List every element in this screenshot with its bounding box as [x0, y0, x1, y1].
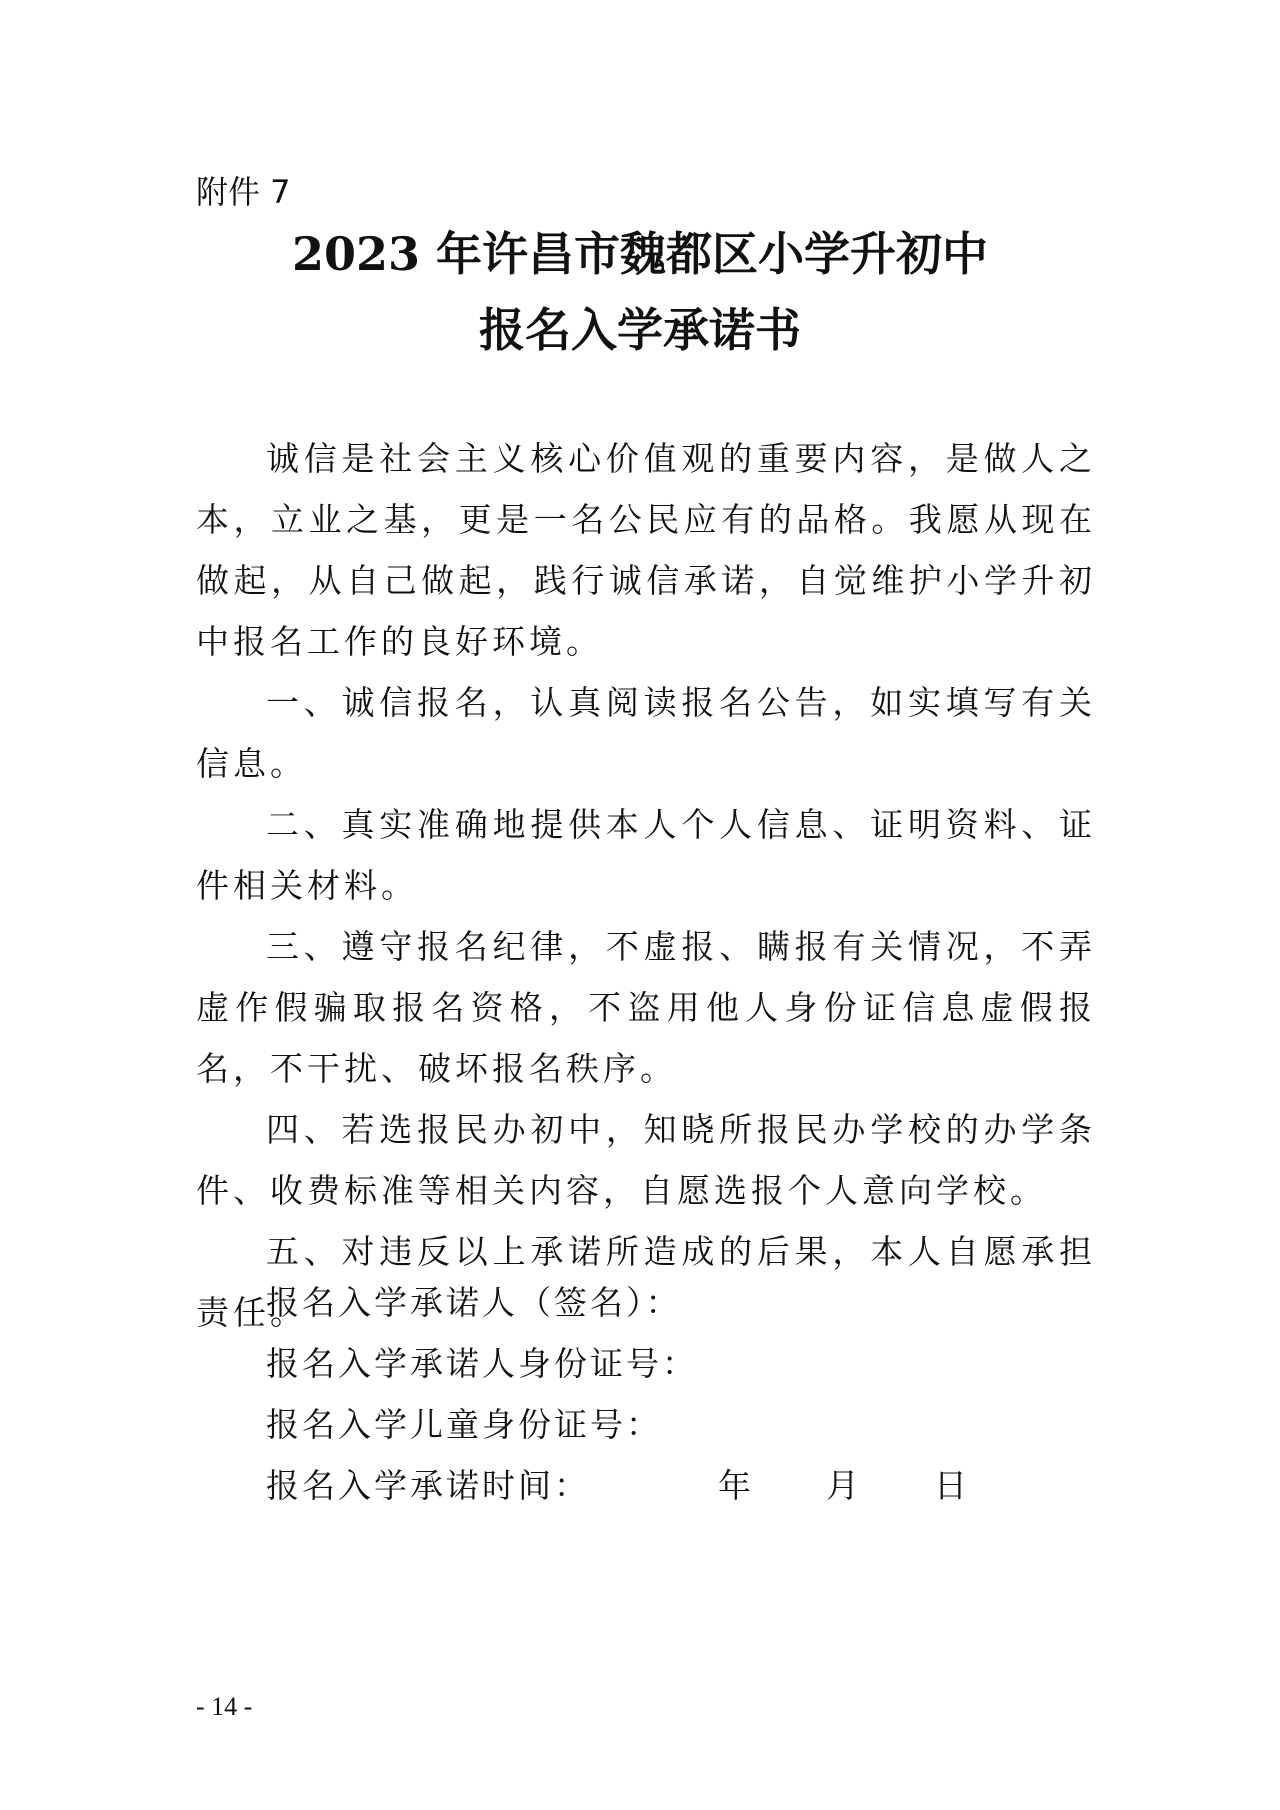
date-year-label: 年 — [718, 1466, 754, 1505]
pledge-item-5: 五、对违反以上承诺所造成的后果，本人自愿承担责任。 — [196, 1232, 1096, 1332]
pledge-body — [196, 428, 1096, 1343]
document-title-line1: 2023 年许昌市魏都区小学升初中 — [291, 227, 989, 281]
pledge-item-2: 二、真实准确地提供本人个人信息、证明资料、证件相关材料。 — [196, 805, 1096, 905]
page-number: - 14 - — [196, 1692, 253, 1721]
date-day-label: 日 — [934, 1466, 970, 1505]
pledge-item-1: 一、诚信报名，认真阅读报名公告，如实填写有关信息。 — [196, 683, 1096, 783]
signature-block — [266, 1272, 970, 1516]
pledge-date-label: 报名入学承诺时间： — [266, 1466, 590, 1505]
pledge-date-line — [266, 1455, 970, 1516]
document-title-line2: 报名入学承诺书 — [479, 303, 801, 357]
child-id-label: 报名入学儿童身份证号： — [266, 1405, 662, 1444]
attachment-label: 附件 7 — [196, 173, 291, 211]
signer-name-label: 报名入学承诺人（签名）： — [266, 1283, 682, 1322]
pledge-item-3: 三、遵守报名纪律，不虚报、瞒报有关情况，不弄虚作假骗取报名资格，不盗用他人身份证信息虚假报名，不干扰、破坏报名秩序。 — [196, 927, 1096, 1088]
signer-id-label: 报名入学承诺人身份证号： — [266, 1344, 698, 1383]
pledge-item-4: 四、若选报民办初中，知晓所报民办学校的办学条件、收费标准等相关内容，自愿选报个人意向学校。 — [196, 1110, 1096, 1210]
date-month-label: 月 — [826, 1466, 862, 1505]
intro-paragraph: 诚信是社会主义核心价值观的重要内容，是做人之本，立业之基，更是一名公民应有的品格。我愿从现在做起，从自己做起，践行诚信承诺，自觉维护小学升初中报名工作的良好环境。 — [196, 439, 1096, 661]
